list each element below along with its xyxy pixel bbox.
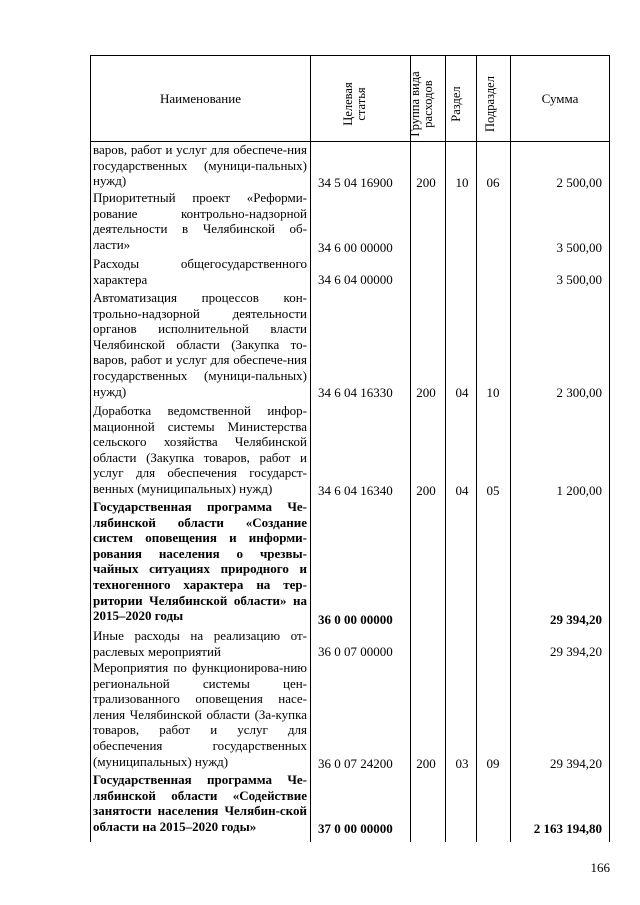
row-name: Автоматизация процессов кон-трольно-надзорной деятельности органов исполнительной власти Челябинской области (Закупка то-варов, работ и услуг для обеспече-ния государственных (муници-пальных) нужд): [93, 290, 307, 399]
row-name: Расходы общегосударственного характера: [93, 256, 307, 287]
column-divider-code: [410, 55, 411, 842]
row-code: 34 6 04 00000: [318, 272, 393, 287]
row-code: 36 0 07 00000: [318, 644, 393, 659]
column-divider-group: [445, 55, 446, 842]
header-name: Наименование: [160, 91, 241, 106]
row-subsection: 06: [486, 175, 500, 190]
row-code: 34 5 04 16900: [318, 175, 393, 190]
row-section: 04: [455, 385, 469, 400]
column-divider-name: [310, 55, 311, 842]
row-name: Государственная программа Че-лябинской области «Содействие занятости населения Челябин-ской области на 2015–2020 годы»: [93, 772, 307, 834]
row-sum: 29 394,20: [550, 644, 602, 659]
row-group: 200: [416, 175, 436, 190]
row-code: 36 0 00 00000: [318, 612, 393, 627]
row-name: варов, работ и услуг для обеспече-ния государственных (муници-пальных) нужд): [93, 142, 307, 189]
header-expense-group: Группа вида расходов: [408, 71, 435, 137]
row-subsection: 05: [486, 483, 500, 498]
table-border-right: [609, 55, 610, 842]
row-sum: 3 500,00: [556, 240, 602, 255]
column-divider-subsection: [510, 55, 511, 842]
row-code: 34 6 00 00000: [318, 240, 393, 255]
row-code: 37 0 00 00000: [318, 821, 393, 836]
row-code: 34 6 04 16330: [318, 385, 393, 400]
row-group: 200: [416, 483, 436, 498]
page-number: 166: [590, 860, 610, 875]
row-subsection: 10: [486, 385, 500, 400]
row-name: Мероприятия по функционирова-нию региональной системы цен-трализованного оповещения насе-ления Челябинской области (За-купка товаров, работ и услуг для обеспечения государственных (муниципальных) нужд): [93, 660, 307, 769]
row-group: 200: [416, 385, 436, 400]
header-sum: Сумма: [541, 91, 579, 106]
row-section: 10: [455, 175, 469, 190]
row-name: Государственная программа Че-лябинской области «Создание систем оповещения и информи-рования населения о чрезвы-чайных ситуациях природного и техногенного характера на тер-ритории Челябинской области» на 2015–2020 годы: [93, 499, 307, 624]
row-name: Приоритетный проект «Реформи-рование контрольно-надзорной деятельности в Челябинской об-ласти»: [93, 190, 307, 252]
column-divider-section: [476, 55, 477, 842]
header-section: Раздел: [449, 86, 463, 122]
table-border-left: [90, 55, 91, 842]
row-sum: 2 163 194,80: [533, 821, 602, 836]
row-section: 04: [455, 483, 469, 498]
row-code: 36 0 07 24200: [318, 756, 393, 771]
row-sum: 29 394,20: [550, 756, 602, 771]
row-section: 03: [455, 756, 469, 771]
row-name: Иные расходы на реализацию от-раслевых мероприятий: [93, 628, 307, 659]
row-name: Доработка ведомственной инфор-мационной системы Министерства сельского хозяйства Челябинской области (Закупка товаров, работ и услуг для обеспечения государст-венных (муниципальных) нужд): [93, 403, 307, 496]
row-subsection: 09: [486, 756, 500, 771]
row-sum: 29 394,20: [550, 612, 602, 627]
row-group: 200: [416, 756, 436, 771]
row-sum: 2 500,00: [556, 175, 602, 190]
row-sum: 3 500,00: [556, 272, 602, 287]
row-sum: 2 300,00: [556, 385, 602, 400]
row-code: 34 6 04 16340: [318, 483, 393, 498]
header-target-article: Целевая статья: [341, 82, 368, 126]
row-sum: 1 200,00: [556, 483, 602, 498]
header-subsection: Подраздел: [483, 76, 497, 132]
